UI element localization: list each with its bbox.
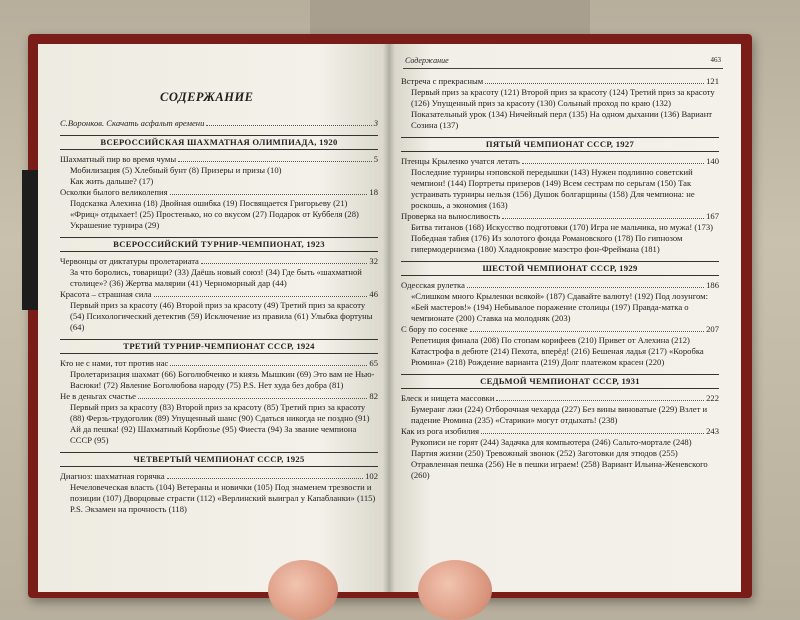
toc-entry	[60, 118, 378, 129]
toc-entry-page: 222	[706, 393, 719, 403]
leader-dots	[201, 263, 368, 264]
toc-subentries: Первый приз за красоту (83) Второй приз за красоту (85) Третий приз за красоту (88) Ферзь-трудоголик (89) Упущенный шанс (90) Сдаться никогда не поздно (91) Ай да пешка! (92) Шахматный Корбюзье (95) Фиеста (94) За звание чемпиона СССР (95)	[70, 402, 370, 445]
leader-dots	[522, 163, 704, 164]
toc-subentries: Подсказка Алехина (18) Двойная ошибка (19) Посвящается Григорьеву (21) «Фриц» отдыхает! (25) Простенько, но со вкусом (27) Подарок от Куббеля (28) Украшение турнира (29)	[70, 198, 359, 230]
section-heading: ПЯТЫЙ ЧЕМПИОНАТ СССР, 1927	[401, 137, 719, 152]
leader-dots	[470, 331, 704, 332]
toc-subentries: Мобилизация (5) Хлебный бунт (8) Призеры и призы (10)	[70, 165, 282, 175]
toc-entry	[60, 471, 378, 482]
toc-subentries: «Слишком много Крыленки всякой» (187) Сдавайте валюту! (192) Под лозунгом: «Бей мастеров!» (194) Небывалое поражение столицы (197) Правда-матка о чемпионате (200) Ставка на молодняк (203)	[411, 291, 709, 323]
leader-dots	[138, 398, 367, 399]
toc-entry-page: 102	[365, 471, 378, 481]
leader-dots	[496, 400, 704, 401]
toc-entry-page: 18	[369, 187, 378, 197]
toc-entry	[401, 393, 719, 404]
toc-entry-page: 5	[373, 154, 378, 164]
toc-subentries: Первый приз за красоту (46) Второй приз за красоту (49) Третий приз за красоту (54) Психологический детектив (59) Исключение из правила (61) Улыбка фортуны (64)	[70, 300, 373, 332]
toc-entry-page: 3	[373, 118, 378, 128]
toc-entry-page: 46	[369, 289, 378, 299]
toc-subentries: Битва титанов (168) Искусство подготовки (170) Игра не мальчика, но мужа! (173) Победная табия (176) Из золотого фонда Романовского (178) По гипнозом гипермодернизма (180) Хладнокровие маэстро фон-Фреймана (181)	[411, 222, 713, 254]
toc-entry-title: Не в деньгах счастье	[60, 391, 136, 401]
toc-entry-page: 207	[706, 324, 719, 334]
toc-entry-title: Одесская рулетка	[401, 280, 465, 290]
left-page	[38, 44, 390, 592]
leader-dots	[170, 365, 367, 366]
leader-dots	[485, 83, 704, 84]
right-page	[389, 44, 741, 592]
toc-entry-page: 167	[706, 211, 719, 221]
toc-entry-page: 140	[706, 156, 719, 166]
toc-subentries: Как жить дальше? (17)	[70, 176, 154, 186]
leader-dots	[170, 194, 368, 195]
right-toc-list	[401, 76, 719, 481]
toc-entry-title: Червонцы от диктатуры пролетариата	[60, 256, 199, 266]
toc-entry-title: Проверка на выносливость	[401, 211, 501, 221]
leader-dots	[502, 218, 704, 219]
toc-entry-title: Птенцы Крыленко учатся летать	[401, 156, 520, 166]
toc-entry-page: 121	[706, 76, 719, 86]
toc-subentries: Нечеловеческая власть (104) Ветераны и новички (105) Под знаменем трезвости и позиции (107) Дворцовые страсти (112) «Верлинский выиграл у Капабланки» (115) P.S. Экзамен на прочность (118)	[70, 482, 376, 514]
toc-entry-page: 65	[369, 358, 378, 368]
toc-entry-title: Кто не с нами, тот против нас	[60, 358, 169, 368]
left-thumb	[268, 560, 338, 620]
toc-entry-title: Красота – страшная сила	[60, 289, 152, 299]
toc-entry-page: 82	[369, 391, 378, 401]
toc-entry	[60, 154, 378, 165]
section-heading: ВСЕРОССИЙСКАЯ ШАХМАТНАЯ ОЛИМПИАДА, 1920	[60, 135, 378, 150]
toc-entry-title: Осколки былого великолепия	[60, 187, 168, 197]
toc-subentries: Пролетаризация шахмат (66) Боголюбченко и князь Мышкин (69) Это вам не Нью-Васюки! (72) Явление Боголюбова народу (75) P.S. Нет худа без добра (81)	[70, 369, 375, 390]
section-heading: ТРЕТИЙ ТУРНИР-ЧЕМПИОНАТ СССР, 1924	[60, 339, 378, 354]
toc-entry	[60, 289, 378, 300]
toc-entry-page: 243	[706, 426, 719, 436]
toc-entry	[60, 391, 378, 402]
left-toc-list	[60, 118, 378, 515]
leader-dots	[467, 287, 704, 288]
section-heading: ЧЕТВЕРТЫЙ ЧЕМПИОНАТ СССР, 1925	[60, 452, 378, 467]
toc-subentries: Первый приз за красоту (121) Второй приз за красоту (124) Третий приз за красоту (126) Упущенный приз за красоту (130) Сольный проход по краю (132) Показательный урок (134) Ничейный перл (135) На одном дыхании (136) Вариант Созина (137)	[411, 87, 715, 130]
toc-subentries: Рукописи не горят (244) Задачка для компьютера (246) Сальто-мортале (248) Партия жизни (250) Тревожный звонок (252) Заготовки для этюдов (255) Отравленная пешка (256) Не в пешки играем! (258) Вариант Ильина-Женевского (260)	[411, 437, 708, 480]
leader-dots	[481, 433, 704, 434]
toc-entry-title: Шахматный пир во время чумы	[60, 154, 177, 164]
toc-entry	[401, 280, 719, 291]
leader-dots	[206, 125, 371, 126]
toc-entry	[401, 324, 719, 335]
leader-dots	[178, 161, 372, 162]
leader-dots	[154, 296, 368, 297]
section-heading: ВСЕРОССИЙСКИЙ ТУРНИР-ЧЕМПИОНАТ, 1923	[60, 237, 378, 252]
toc-entry	[401, 156, 719, 167]
page-title: СОДЕРЖАНИЕ	[160, 90, 254, 104]
toc-entry	[401, 76, 719, 87]
toc-entry-title: С бору по сосенке	[401, 324, 468, 334]
page-number: 463	[710, 56, 721, 64]
toc-entry-title: Блеск и нищета массовки	[401, 393, 495, 403]
book-gutter	[383, 44, 395, 592]
toc-entry-title: Как из рога изобилия	[401, 426, 480, 436]
running-head: Содержание	[405, 56, 449, 65]
toc-entry	[60, 256, 378, 267]
toc-subentries: Репетиция финала (208) По стопам корифеев (210) Привет от Алехина (212) Катастрофа в дебюте (214) Пехота, вперёд! (216) Бешеная ладья (217) «Коробка Рюмина» (218) Рождение варианта (219) Долг платежом красен (220)	[411, 335, 704, 367]
toc-entry-title: Диагноз: шахматная горячка	[60, 471, 165, 481]
leader-dots	[167, 478, 363, 479]
toc-entry-page: 186	[706, 280, 719, 290]
section-heading: СЕДЬМОЙ ЧЕМПИОНАТ СССР, 1931	[401, 374, 719, 389]
header-rule	[403, 68, 723, 69]
right-thumb	[418, 560, 492, 620]
toc-entry	[60, 187, 378, 198]
toc-subentries: Бумеранг лжи (224) Отборочная чехарда (227) Без вины виноватые (229) Взлет и падение Рюмина (235) «Старики» могут отдыхать! (238)	[411, 404, 708, 425]
toc-subentries: Последние турниры нэповской передышки (143) Нужен подлинно советский чемпион! (144) Портреты призеров (149) Всем сестрам по серьгам (150) Так устраивать турниры нельзя (156) Душок болгарщины (158) Для чемпиона: не роскошь, а экономия (163)	[411, 167, 695, 210]
section-heading: ШЕСТОЙ ЧЕМПИОНАТ СССР, 1929	[401, 261, 719, 276]
toc-entry	[60, 358, 378, 369]
toc-entry	[401, 426, 719, 437]
toc-entry-page: 32	[369, 256, 378, 266]
toc-entry-title: Встреча с прекрасным	[401, 76, 484, 86]
toc-entry-title: С.Воронков. Скачать асфальт времени	[60, 118, 205, 128]
toc-entry	[401, 211, 719, 222]
toc-subentries: За что боролись, товарищи? (33) Даёшь новый союз! (34) Где быть «шахматной столице»? (36) Жертва малярии (41) Черноморный дар (44)	[70, 267, 362, 288]
